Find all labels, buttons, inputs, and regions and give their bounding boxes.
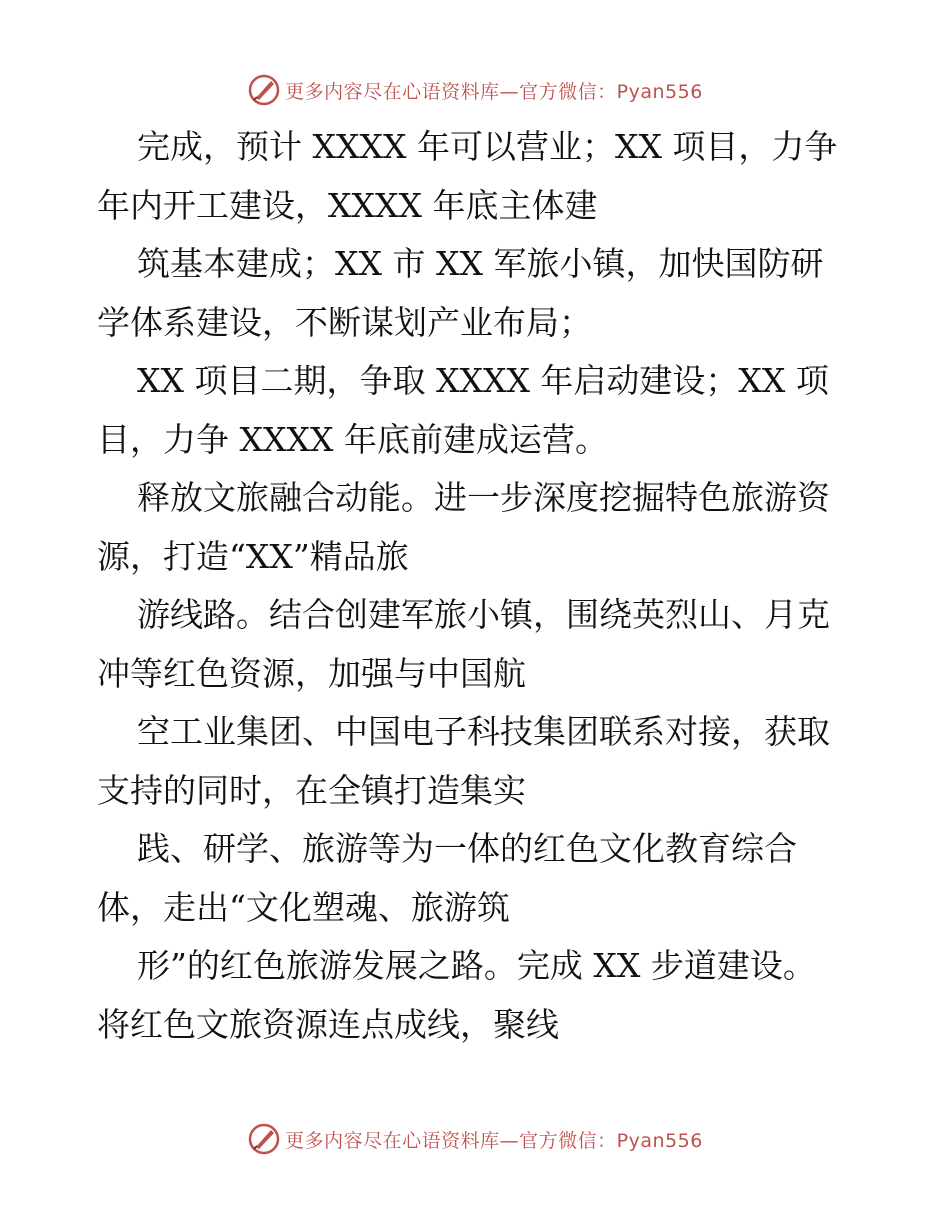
header-banner-text: 更多内容尽在心语资料库—官方微信：Pyan556 bbox=[285, 80, 703, 103]
quill-logo-icon bbox=[247, 73, 281, 107]
text-line: XX 项目二期，争取 XXXX 年启动建设；XX 项 bbox=[137, 361, 829, 400]
document-body bbox=[97, 118, 857, 1054]
text-line: 源，打造“XX”精品旅 bbox=[97, 536, 409, 576]
footer-banner-text: 更多内容尽在心语资料库—官方微信：Pyan556 bbox=[285, 1129, 703, 1152]
quill-logo-icon bbox=[247, 1122, 281, 1156]
text-line: 体，走出“文化塑魂、旅游筑 bbox=[97, 887, 510, 927]
text-line: 空工业集团、中国电子科技集团联系对接，获取 bbox=[137, 712, 830, 751]
footer-banner bbox=[0, 1119, 950, 1159]
text-line: 形”的红色旅游发展之路。完成 XX 步道建设。 bbox=[137, 946, 816, 985]
header-banner bbox=[0, 70, 950, 110]
text-line: 游线路。结合创建军旅小镇，围绕英烈山、月克 bbox=[137, 595, 830, 634]
text-line: 支持的同时，在全镇打造集实 bbox=[97, 770, 526, 810]
text-line: 完成，预计 XXXX 年可以营业；XX 项目，力争 bbox=[137, 127, 838, 166]
text-line: 目，力争 XXXX 年底前建成运营。 bbox=[97, 419, 608, 459]
text-line: 学体系建设，不断谋划产业布局； bbox=[97, 302, 592, 342]
text-line: 筑基本建成；XX 市 XX 军旅小镇，加快国防研 bbox=[137, 244, 824, 283]
text-line: 冲等红色资源，加强与中国航 bbox=[97, 653, 526, 693]
text-line: 年内开工建设，XXXX 年底主体建 bbox=[97, 185, 598, 225]
text-line: 践、研学、旅游等为一体的红色文化教育综合 bbox=[137, 829, 797, 868]
text-line: 将红色文旅资源连点成线，聚线 bbox=[97, 1004, 559, 1044]
text-line: 释放文旅融合动能。进一步深度挖掘特色旅游资 bbox=[137, 478, 830, 517]
